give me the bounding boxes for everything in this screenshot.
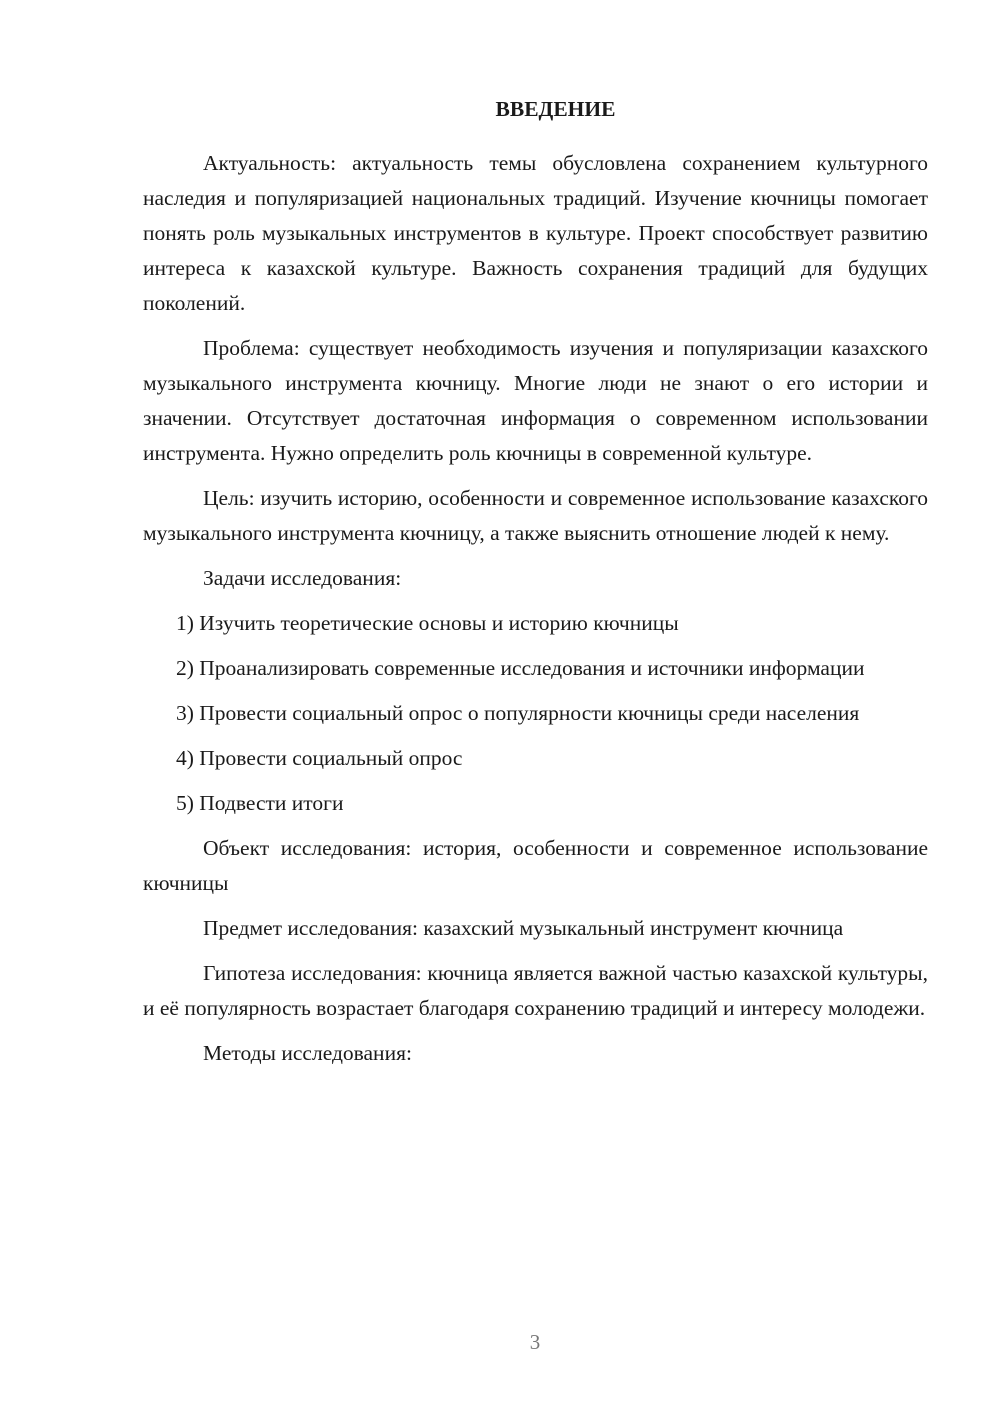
goal-paragraph: Цель: изучить историю, особенности и современное использование казахского музыкального инструмента кючницу, а также выяснить отношение людей к нему. bbox=[143, 486, 928, 545]
task-item: 2) Проанализировать современные исследования и источники информации bbox=[176, 656, 865, 680]
methods-title: Методы исследования: bbox=[203, 1041, 412, 1065]
task-item: 4) Провести социальный опрос bbox=[176, 746, 463, 770]
problem-paragraph: Проблема: существует необходимость изучения и популяризации казахского музыкального инструмента кючницу. Многие люди не знают о его истории и значении. Отсутствует достаточная информация о современном использовании инструмента. Нужно определить роль кючницы в современной культуре. bbox=[143, 336, 928, 465]
tasks-title: Задачи исследования: bbox=[203, 566, 402, 590]
task-item: 3) Провести социальный опрос о популярности кючницы среди населения bbox=[176, 701, 860, 725]
page-body bbox=[143, 92, 928, 1081]
section-heading: ВВЕДЕНИЕ bbox=[495, 97, 616, 121]
page-number: 3 bbox=[529, 1330, 541, 1354]
hypothesis-paragraph: Гипотеза исследования: кючница является важной частью казахской культуры, и её популярность возрастает благодаря сохранению традиций и интересу молодежи. bbox=[143, 961, 928, 1020]
object-paragraph: Объект исследования: история, особенности и современное использование кючницы bbox=[143, 836, 928, 895]
subject-paragraph: Предмет исследования: казахский музыкальный инструмент кючница bbox=[203, 916, 844, 940]
task-item: 1) Изучить теоретические основы и историю кючницы bbox=[176, 611, 679, 635]
relevance-paragraph: Актуальность: актуальность темы обусловлена сохранением культурного наследия и популяризацией национальных традиций. Изучение кючницы помогает понять роль музыкальных инструментов в культуре. Проект способствует развитию интереса к казахской культуре. Важность сохранения традиций для будущих поколений. bbox=[143, 151, 928, 315]
task-item: 5) Подвести итоги bbox=[176, 791, 344, 815]
